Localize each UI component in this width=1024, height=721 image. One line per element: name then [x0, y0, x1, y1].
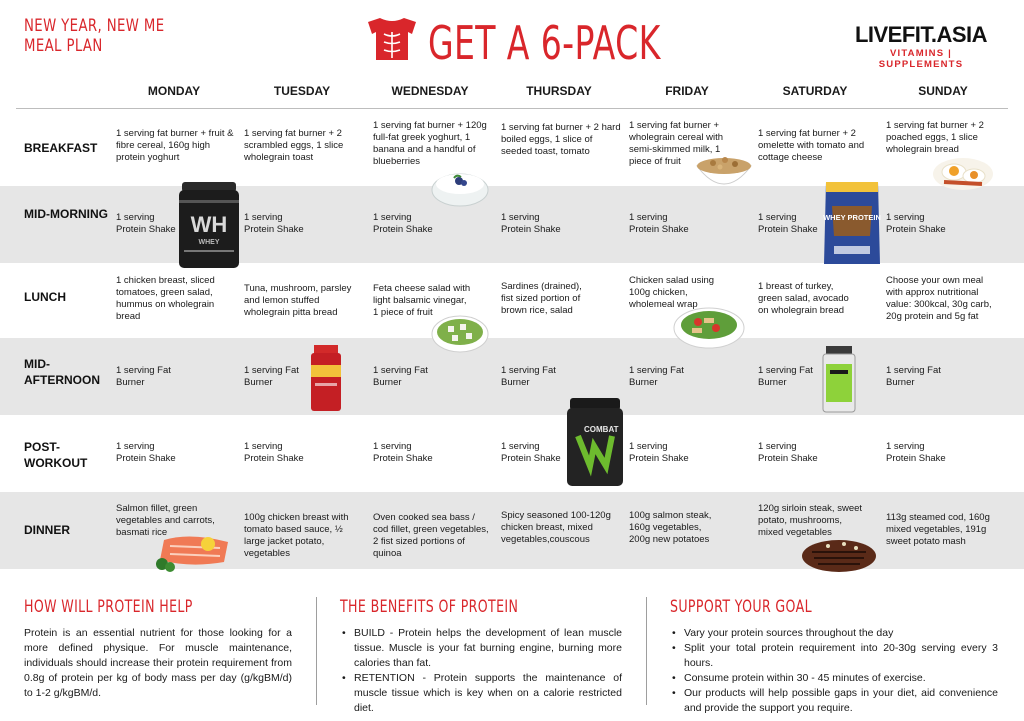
meal-cell: 1 serving Fat Burner [758, 365, 813, 388]
bullet-icon: • [672, 687, 676, 699]
footer-heading: THE BENEFITS OF PROTEIN [340, 597, 519, 617]
meal-cell: 1 serving Protein Shake [373, 441, 433, 464]
bullet-icon: • [672, 642, 676, 654]
greek-yoghurt-bowl-image [430, 160, 490, 210]
meal-cell: 1 serving Protein Shake [373, 212, 433, 235]
meal-cell: 1 serving fat burner + 2 hard boiled eggs, 1 slice of seeded toast, tomato [501, 122, 621, 157]
list-item [340, 671, 622, 716]
meal-cell: 100g salmon steak, 160g vegetables, 200g new potatoes [629, 510, 712, 545]
meal-cell: 1 serving Protein Shake [886, 441, 946, 464]
meal-cell: 1 serving fat burner + wholegrain cereal with semi-skimmed milk, 1 piece of fruit [629, 120, 723, 167]
meal-cell: 1 serving Protein Shake [758, 212, 818, 235]
meal-cell: Feta cheese salad with light balsamic vinegar, 1 piece of fruit [373, 283, 471, 318]
combat-label: COMBAT [584, 425, 619, 434]
footer-divider [646, 597, 647, 705]
goal-text: Consume protein within 30 - 45 minutes of exercise. [684, 672, 926, 684]
meal-cell: 1 breast of turkey, green salad, avocado on wholegrain bread [758, 281, 849, 316]
meal-cell: 1 serving Fat Burner [116, 365, 171, 388]
whey-protein-tub-image [178, 180, 240, 270]
meal-cell: Tuna, mushroom, parsley and lemon stuffed wholegrain pitta bread [244, 283, 352, 318]
goal-list [670, 626, 998, 716]
meal-cell: 1 serving fat burner + 2 poached eggs, 1 slice wholegrain bread [886, 120, 984, 155]
meal-cell: 1 serving Protein Shake [629, 441, 689, 464]
svg-text:WH: WH [190, 212, 228, 237]
list-item [670, 641, 998, 671]
benefits-list [340, 626, 622, 716]
day-wednesday: WEDNESDAY [391, 84, 469, 98]
meal-cell: Choose your own meal with approx nutritional value: 300kcal, 30g carb, 20g protein and 5g fat [886, 275, 992, 322]
meal-label: POST-WORKOUT [24, 440, 88, 470]
meal-cell: 1 serving Protein Shake [244, 441, 304, 464]
meal-cell: 1 serving Protein Shake [116, 212, 176, 235]
meal-cell: 1 serving Protein Shake [501, 441, 561, 464]
meal-row-lunch [0, 263, 1024, 338]
meal-cell: 100g chicken breast with tomato based sauce, ½ large jacket potato, vegetables [244, 512, 349, 559]
goal-text: Our products will help possible gaps in your diet, aid convenience and provide the support you require. [684, 687, 998, 714]
footer-divider [316, 597, 317, 705]
meal-label: DINNER [24, 523, 71, 537]
day-header-row [16, 78, 1008, 109]
meal-label: LUNCH [24, 290, 66, 304]
meal-cell: 1 serving Protein Shake [116, 441, 176, 464]
footer-heading: HOW WILL PROTEIN HELP [24, 597, 193, 617]
meal-cell: Oven cooked sea bass / cod fillet, green vegetables, 2 fist sized portions of quinoa [373, 512, 489, 559]
meal-row-post-workout [0, 415, 1024, 492]
meal-cell: 113g steamed cod, 160g mixed vegetables, 191g sweet potato mash [886, 512, 990, 547]
meal-cell: 1 serving fat burner + 2 omelette with tomato and cottage cheese [758, 128, 865, 163]
footer-heading: SUPPORT YOUR GOAL [670, 597, 812, 617]
meal-cell: 120g sirloin steak, sweet potato, mushrooms, mixed vegetables [758, 503, 863, 538]
meal-cell: Spicy seasoned 100-120g chicken breast, mixed vegetables,couscous [501, 510, 611, 545]
day-saturday: SATURDAY [782, 84, 848, 98]
page-title: GET A 6-PACK [428, 16, 661, 70]
goal-text: Split your total protein requirement into 20-30g serving every 3 hours. [684, 642, 998, 669]
meal-cell: 1 serving Protein Shake [501, 212, 561, 235]
premium-whey-label: WHEY PROTEIN [823, 213, 881, 222]
six-pack-shirt-icon [362, 16, 422, 64]
brand-subtitle: VITAMINS | SUPPLEMENTS [878, 48, 964, 70]
footer-protein-help [24, 596, 292, 701]
meal-cell: 1 serving Fat Burner [629, 365, 684, 388]
whey-tub-label: WHEY [198, 239, 220, 246]
fat-burner-capsules-bottle-image [822, 344, 856, 414]
bullet-icon: • [342, 627, 346, 639]
meal-cell: 1 serving Fat Burner [886, 365, 941, 388]
day-friday: FRIDAY [665, 84, 709, 98]
cereal-bowl-image [695, 148, 753, 200]
bullet-icon: • [672, 672, 676, 684]
meal-cell: 1 serving Fat Burner [501, 365, 556, 388]
benefit-text: RETENTION - Protein supports the maintenance of muscle tissue which is key when on a calorie restricted diet. [354, 672, 622, 714]
brand-logo [846, 22, 996, 70]
list-item [670, 686, 998, 716]
meal-row-mid-afternoon [0, 338, 1024, 415]
meal-cell: Chicken salad using 100g chicken, wholemeal wrap [629, 275, 715, 310]
footer-support-goal [670, 596, 998, 716]
meal-label: MID-MORNING [24, 207, 108, 221]
page-title-block [362, 10, 682, 70]
tagline-line-2: MEAL PLAN [24, 36, 103, 56]
feta-salad-bowl-image [430, 306, 490, 356]
meal-cell: 1 serving fat burner + 2 scrambled eggs, 1 slice wholegrain toast [244, 128, 344, 163]
day-monday: MONDAY [147, 84, 201, 98]
list-item [340, 626, 622, 671]
combat-protein-tub-image [566, 396, 624, 488]
benefit-text: BUILD - Protein helps the development of lean muscle tissue. Muscle is your fat burning engine, burning more calories than fat. [354, 627, 622, 669]
bullet-icon: • [672, 627, 676, 639]
meal-cell: 1 serving Fat Burner [244, 365, 299, 388]
list-item [670, 671, 998, 686]
meal-cell: Sardines (drained), fist sized portion of brown rice, salad [501, 281, 582, 316]
day-thursday: THURSDAY [526, 84, 592, 98]
premium-whey-protein-bag-image [822, 176, 882, 268]
meal-cell: 1 serving fat burner + 120g full-fat greek yoghurt, 1 banana and a handful of blueberries [373, 120, 487, 167]
meal-cell: 1 serving Protein Shake [244, 212, 304, 235]
bullet-icon: • [342, 672, 346, 684]
meal-cell: 1 serving Fat Burner [373, 365, 428, 388]
footer-paragraph: Protein is an essential nutrient for those looking for a more defined physique. For muscle maintenance, individuals should increase their protein requirement from 0.8g of protein per kg of body mass per day (g/kgBM/d) to 1-2 g/kgBM/d. [24, 627, 292, 699]
poached-eggs-plate-image [930, 148, 996, 194]
footer-benefits [340, 596, 622, 716]
goal-text: Vary your protein sources throughout the day [684, 627, 894, 639]
meal-row-breakfast [0, 110, 1024, 186]
day-sunday: SUNDAY [918, 84, 968, 98]
meal-cell: 1 serving Protein Shake [758, 441, 818, 464]
tagline-line-1: NEW YEAR, NEW ME [24, 16, 165, 36]
meal-cell: 1 serving fat burner + fruit & fibre cereal, 160g high protein yoghurt [116, 128, 234, 163]
meal-cell: 1 chicken breast, sliced tomatoes, green salad, hummus on wholegrain bread [116, 275, 215, 322]
meal-cell: Salmon fillet, green vegetables and carrots, basmati rice [116, 503, 215, 538]
brand-name: LIVEFIT.ASIA [854, 22, 988, 47]
meal-plan-tagline [24, 16, 164, 56]
meal-cell: 1 serving Protein Shake [629, 212, 689, 235]
meal-cell: 1 serving Protein Shake [886, 212, 946, 235]
list-item [670, 626, 998, 641]
fat-burner-bottle-image [310, 343, 342, 413]
meal-label: MID-AFTERNOON [24, 357, 100, 387]
meal-label: BREAKFAST [24, 141, 98, 155]
day-tuesday: TUESDAY [273, 84, 331, 98]
chicken-salad-plate-image [672, 298, 746, 352]
salmon-dinner-image [150, 530, 232, 572]
sirloin-steak-image [800, 534, 878, 574]
